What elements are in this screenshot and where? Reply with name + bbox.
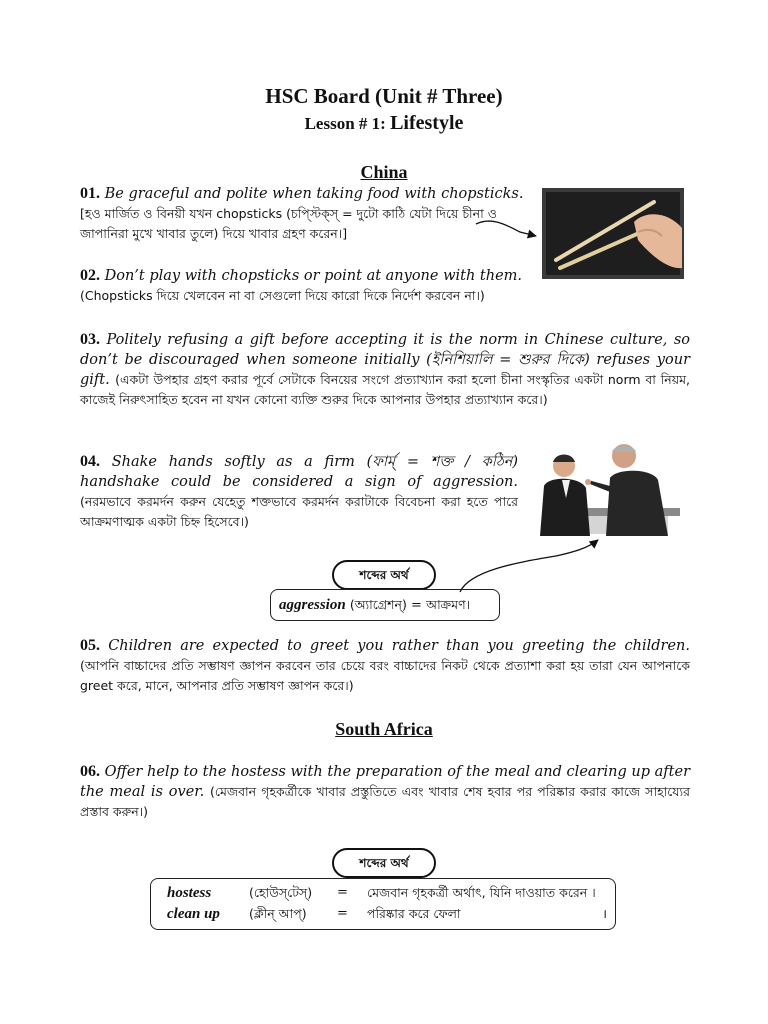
item-06 xyxy=(80,762,690,822)
vocab-pronunciation: (ক্লীন্ আপ্) xyxy=(249,906,307,921)
item-05 xyxy=(80,636,690,696)
section-heading-china: China xyxy=(360,162,408,182)
vocab-equals: = xyxy=(411,598,422,613)
item-number: 02. xyxy=(80,267,100,284)
item-english-text: Offer help to the hostess with the preparation of the meal and clearing up after the meal is over. xyxy=(80,764,690,800)
vocab-equals: = xyxy=(337,885,348,900)
vocab-row xyxy=(167,904,607,924)
item-english-text: Shake hands softly as a firm (ফার্ম্ = শক্ত / কঠিন) handshake could be considered a sign of aggression. xyxy=(80,454,519,490)
item-english-text: Be graceful and polite when taking food with chopsticks. xyxy=(104,186,524,202)
section-heading-south-africa: South Africa xyxy=(335,719,433,739)
vocab-box-hostess xyxy=(150,878,616,930)
item-01 xyxy=(80,184,530,244)
item-bangla-text: (আপনি বাচ্চাদের প্রতি সম্ভাষণ জ্ঞাপন করবেন তার চেয়ে বরং বাচ্চাদের নিকট থেকে প্রত্যাশা করা হয় তারা যেন আপনাকে greet করে, মানে, আপনার প্রতি সম্ভাষণ জ্ঞাপন করে।) xyxy=(80,658,690,693)
vocab-row xyxy=(167,883,607,903)
item-number: 04. xyxy=(80,453,100,470)
vocab-pronunciation: (অ্যাগ্রেশন্) xyxy=(349,597,407,612)
vocab-word: aggression xyxy=(279,597,346,613)
vocab-label: শব্দের অর্থ xyxy=(332,560,436,590)
item-number: 01. xyxy=(80,185,100,202)
item-english-text: Politely refusing a gift before accepting it is the norm in Chinese culture, so don’t be discouraged when someone initially (ইনিশিয়ালি = শুরুর দিকে) refuses your gift. xyxy=(80,332,690,388)
item-bangla-text: (মেজবান গৃহকর্ত্রীকে খাবার প্রস্তুতিতে এবং খাবার শেষ হবার পর পরিষ্কার করার কাজে সাহায্যের প্রস্তাব করুন।) xyxy=(80,784,691,819)
vocab-end-mark: । xyxy=(602,906,607,921)
item-bangla-text: (নরমভাবে করমর্দন করুন যেহেতু শক্তভাবে করমর্দন করাটাকে বিবেচনা করা হতে পারে আক্রমণাত্মক একটা চিহ্ন হিসেবে।) xyxy=(80,494,518,529)
businessmen-photo xyxy=(528,438,682,537)
item-english-text: Children are expected to greet you rather than you greeting the children. xyxy=(108,638,691,654)
item-number: 03. xyxy=(80,331,100,348)
item-english-text: Don’t play with chopsticks or point at anyone with them. xyxy=(104,268,523,284)
item-bangla-text: (Chopsticks দিয়ে খেলবেন না বা সেগুলো দিয়ে কারো দিকে নির্দেশ করবেন না।) xyxy=(80,288,485,303)
item-bangla-text: (একটা উপহার গ্রহণ করার পূর্বে সেটাকে বিনয়ের সংগে প্রত্যাখ্যান করা হলো চীনা সংস্কৃতির একটা norm বা নিয়ম, কাজেই নিরুৎসাহিত হবেন না যখন কোনো ব্যক্তি শুরুর দিকে আপনার উপহার প্রত্যাখ্যান করে।) xyxy=(80,372,691,407)
item-02 xyxy=(80,266,700,306)
lesson-prefix: Lesson # 1: xyxy=(304,114,391,133)
vocab-meaning: মেজবান গৃহকর্ত্রী অর্থাৎ, যিনি দাওয়াত করেন । xyxy=(367,885,596,900)
lesson-heading xyxy=(0,112,768,135)
item-bangla-text: [হও মার্জিত ও বিনয়ী যখন chopsticks (চপ্স্টিক্স্ = দুটো কাঠি যেটা দিয়ে চীনা ও জাপানিরা মুখে খাবার তুলে) দিয়ে খাবার গ্রহণ করেন।] xyxy=(80,206,497,241)
vocab-meaning: পরিষ্কার করে ফেলা xyxy=(367,906,461,921)
item-04 xyxy=(80,452,518,532)
arrow-to-businessmen-photo xyxy=(460,540,598,592)
vocab-equals: = xyxy=(337,906,348,921)
vocab-meaning: আক্রমণ। xyxy=(426,597,471,612)
lesson-name: Lifestyle xyxy=(390,112,464,134)
item-number: 06. xyxy=(80,763,100,780)
vocab-word: clean up xyxy=(167,906,220,922)
vocab-word: hostess xyxy=(167,885,212,901)
item-03 xyxy=(80,330,690,410)
page-title: HSC Board (Unit # Three) xyxy=(265,84,503,108)
vocab-box-aggression xyxy=(270,589,500,621)
vocab-pronunciation: (হোউস্‌টেস্) xyxy=(249,885,313,900)
item-number: 05. xyxy=(80,637,100,654)
vocab-label: শব্দের অর্থ xyxy=(332,848,436,878)
